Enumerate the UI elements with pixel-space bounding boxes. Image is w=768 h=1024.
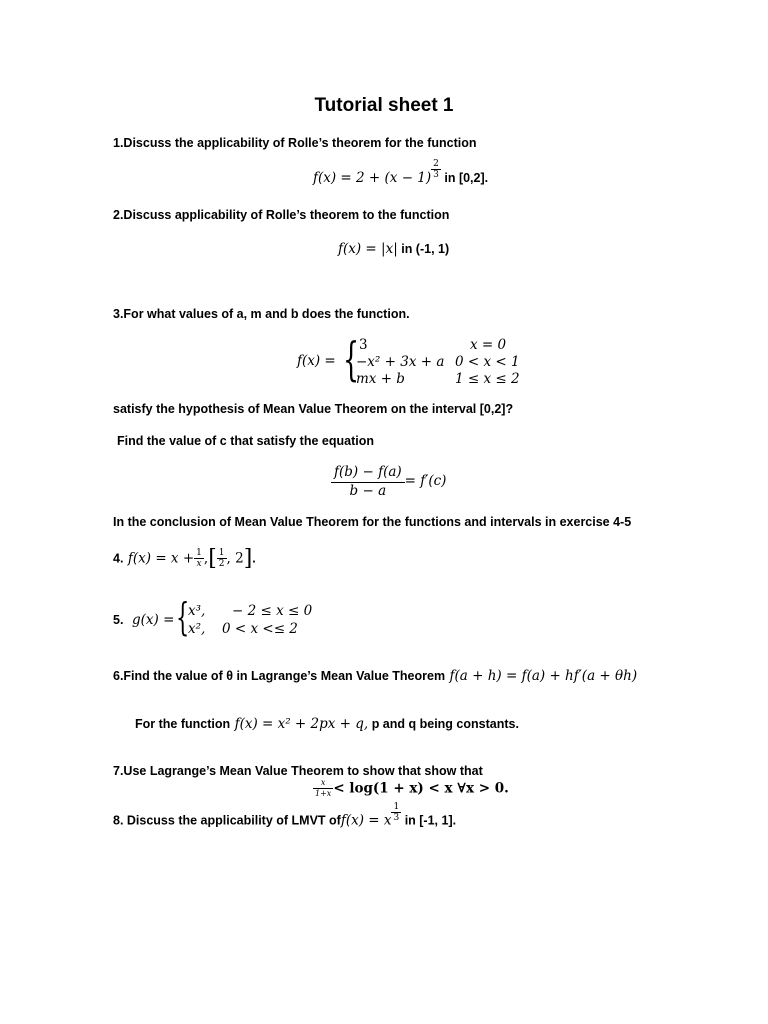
- q1-interval: in [0,2].: [440, 171, 489, 185]
- q5-case-cond: 0 < x <≤ 2: [222, 621, 298, 637]
- question-4: [113, 546, 256, 571]
- question-1-text: 1.Discuss the applicability of Rolle’s theorem for the function: [113, 136, 477, 150]
- q7-f-den: 1+x: [315, 789, 332, 798]
- q5-label: 5.: [113, 613, 124, 627]
- page-title: Tutorial sheet 1: [314, 95, 454, 116]
- q3-eq-num: f(b) − f(a): [331, 464, 405, 483]
- q4-comma: ,: [203, 550, 209, 567]
- q1-exp-den: 3: [433, 170, 439, 180]
- q4-f-num: 1: [196, 548, 202, 558]
- question-7-text: 7.Use Lagrange’s Mean Value Theorem to show that show that: [113, 764, 483, 778]
- q6-tail: p and q being constants.: [368, 717, 519, 731]
- q3-case-cond: x = 0: [470, 337, 507, 353]
- q4-i-den: 2: [218, 559, 225, 569]
- q3-cases-expr: [356, 337, 444, 388]
- q5-case-expr: x³,: [188, 603, 206, 619]
- q4-bracket-left: [: [208, 546, 217, 571]
- q5-lhs: g(x) =: [132, 612, 175, 628]
- q2-interval: in (-1, 1): [397, 242, 450, 256]
- q3-case-expr: mx + b: [356, 371, 405, 387]
- q7-frac: [313, 778, 333, 799]
- question-1-formula: [313, 159, 489, 189]
- q3-hypothesis-text: satisfy the hypothesis of Mean Value Theorem on the interval [0,2]?: [113, 402, 514, 416]
- q3-brace: {: [343, 332, 360, 386]
- q7-ineq: < log(1 + x) < x ∀x > 0.: [333, 780, 509, 797]
- q7-f-num: x: [313, 778, 333, 789]
- q3-case-cond: 1 ≤ x ≤ 2: [455, 371, 520, 387]
- question-3-text: 3.For what values of a, m and b does the function.: [113, 307, 410, 321]
- q6-function: [135, 715, 519, 733]
- q3-lhs: f(x) =: [297, 353, 336, 369]
- q8-tail: in [-1, 1].: [401, 813, 457, 828]
- q8-formula: f(x) = x: [340, 812, 392, 829]
- q1-formula-main: f(x) = 2 + (x − 1): [313, 170, 432, 186]
- question-8: [113, 802, 457, 831]
- question-6: [113, 667, 637, 685]
- q4-period: .: [252, 551, 256, 566]
- q3-eq-fraction: [331, 464, 405, 499]
- q3-eq-rhs: = f′(c): [404, 473, 447, 489]
- q3-eq-den: b − a: [349, 483, 387, 499]
- q6-formula: f(a + h) = f(a) + hf′(a + θh): [449, 668, 638, 684]
- q4-f-den: x: [196, 559, 202, 569]
- q3-cases-cond: [455, 337, 520, 388]
- q3-equation: [331, 464, 446, 499]
- question-2-formula: [338, 241, 449, 257]
- q1-exp-num: 2: [433, 159, 439, 169]
- q5-case-expr: x²,: [188, 621, 206, 637]
- q3-case-expr: 3: [359, 337, 368, 353]
- q7-inequality: [313, 778, 509, 799]
- q3-find-c-text: Find the value of c that satisfy the equation: [117, 434, 374, 448]
- q6-for-text: For the function: [135, 717, 231, 731]
- q3-case-expr: −x² + 3x + a: [356, 354, 445, 370]
- question-2-text: 2.Discuss applicability of Rolle’s theorem to the function: [113, 208, 450, 222]
- q5-cases-cond: [222, 602, 312, 638]
- q1-exponent: [431, 159, 441, 180]
- q8-exp-den: 3: [393, 813, 400, 823]
- intro-4-5-text: In the conclusion of Mean Value Theorem for the functions and intervals in exercise 4-5: [113, 515, 632, 529]
- q4-interval-frac: [217, 548, 227, 569]
- q6-func: f(x) = x² + 2px + q,: [234, 716, 369, 732]
- q4-interval-end: , 2: [226, 550, 244, 567]
- q4-bracket-right: ]: [243, 546, 253, 571]
- q5-brace: {: [176, 595, 190, 639]
- q8-text: 8. Discuss the applicability of LMVT of: [113, 813, 341, 828]
- q4-lhs: f(x) = x +: [127, 550, 195, 567]
- q5-cases-expr: [188, 602, 205, 638]
- q5-case-cond: − 2 ≤ x ≤ 0: [232, 603, 313, 619]
- q8-exponent: [391, 802, 401, 823]
- q4-label: 4.: [113, 551, 124, 566]
- q4-frac: [194, 548, 204, 569]
- q6-text: 6.Find the value of θ in Lagrange’s Mean Value Theorem: [113, 669, 446, 683]
- q2-formula-main: f(x) = |x|: [338, 241, 398, 257]
- q3-case-cond: 0 < x < 1: [455, 354, 520, 370]
- q8-exp-num: 1: [393, 802, 400, 812]
- q4-i-num: 1: [218, 548, 225, 558]
